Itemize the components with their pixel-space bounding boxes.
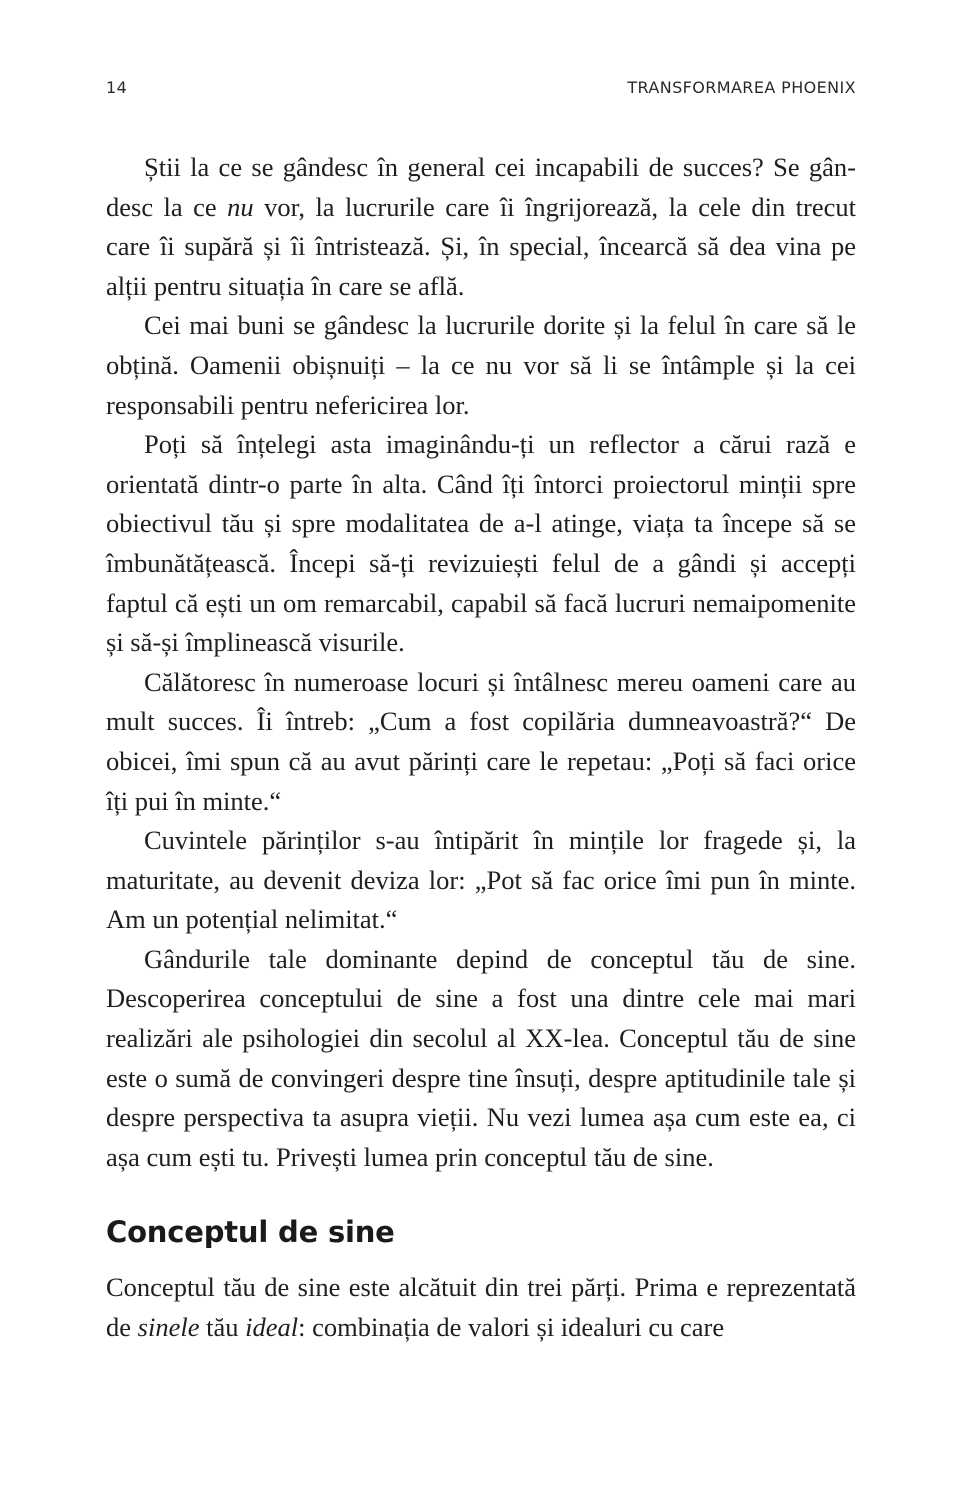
paragraph-5: Cuvintele părinților s-au întipărit în mințile lor fragede și, la maturitate, au devenit deviza lor: „Pot să fac orice îmi pun în minte. Am un potențial nelimitat.“	[106, 825, 856, 935]
section-heading: Conceptul de sine	[106, 1215, 395, 1250]
section-paragraph-1-part-a: Conceptul tău de sine este alcătuit din trei părți. Prima e reprezentată de	[106, 1272, 856, 1343]
paragraph-2: Cei mai buni se gândesc la lucrurile dorite și la felul în care să le obțină. Oamenii obișnuiți – la ce nu vor să li se întâmple și la cei responsabili pentru nefericirea lor.	[106, 310, 856, 420]
text-body	[106, 148, 856, 1348]
paragraph-1-part-a: Știi la ce se gândesc în general cei incapabili de succes? Se gândesc la ce	[106, 152, 856, 222]
running-header	[106, 78, 856, 102]
paragraph-1-part-b: vor, la lucrurile care îi îngrijorează, la cele din trecut care îi supără și îi întristează. Și, în special, încearcă să dea vina pe alții pentru situația în care se află.	[106, 191, 856, 301]
page-number: 14	[106, 78, 128, 97]
paragraph-1	[106, 148, 856, 306]
paragraph-1-emphasis: nu	[227, 191, 254, 222]
paragraph-6: Gândurile tale dominante depind de conceptul tău de sine. Descoperirea conceptului de sine a fost una dintre cele mai mari realizări ale psihologiei din secolul al XX-lea. Conceptul tău de sine este o sumă de convingeri despre tine însuți, despre aptitudinile tale și despre perspectiva ta asupra vieții. Nu vezi lumea așa cum este ea, ci așa cum ești tu. Privești lumea prin conceptul tău de sine.	[106, 943, 856, 1172]
section-paragraph-1-part-b: tău	[199, 1312, 246, 1343]
paragraph-3: Poți să înțelegi asta imaginându-ți un reflector a cărui rază e orientată dintr-o parte în alta. Când îți întorci proiectorul minții spre obiectivul tău și spre modalitatea de a-l atinge, viața ta începe să se îmbunătățească. Începi să-ți revizuiești felul de a gândi și accepți faptul că ești un om remarcabil, capabil să facă lucruri nemaipomenite și să-și împlinească visurile.	[106, 429, 856, 658]
section-paragraph-1-emphasis-1: sinele	[137, 1312, 200, 1343]
section-paragraph-1	[106, 1268, 856, 1347]
paragraph-4: Călătoresc în numeroase locuri și întâlnesc mereu oameni care au mult succes. Îi întreb: „Cum a fost copilăria dumneavoastră?“ De obicei, îmi spun că au avut părinți care le repetau: „Poți să faci orice îți pui în minte.“	[106, 666, 856, 816]
book-title: TRANSFORMAREA PHOENIX	[627, 78, 856, 97]
section-paragraph-1-part-c: : combinația de valori și idealuri cu care	[298, 1312, 725, 1343]
section-paragraph-1-emphasis-2: ideal	[245, 1312, 299, 1343]
